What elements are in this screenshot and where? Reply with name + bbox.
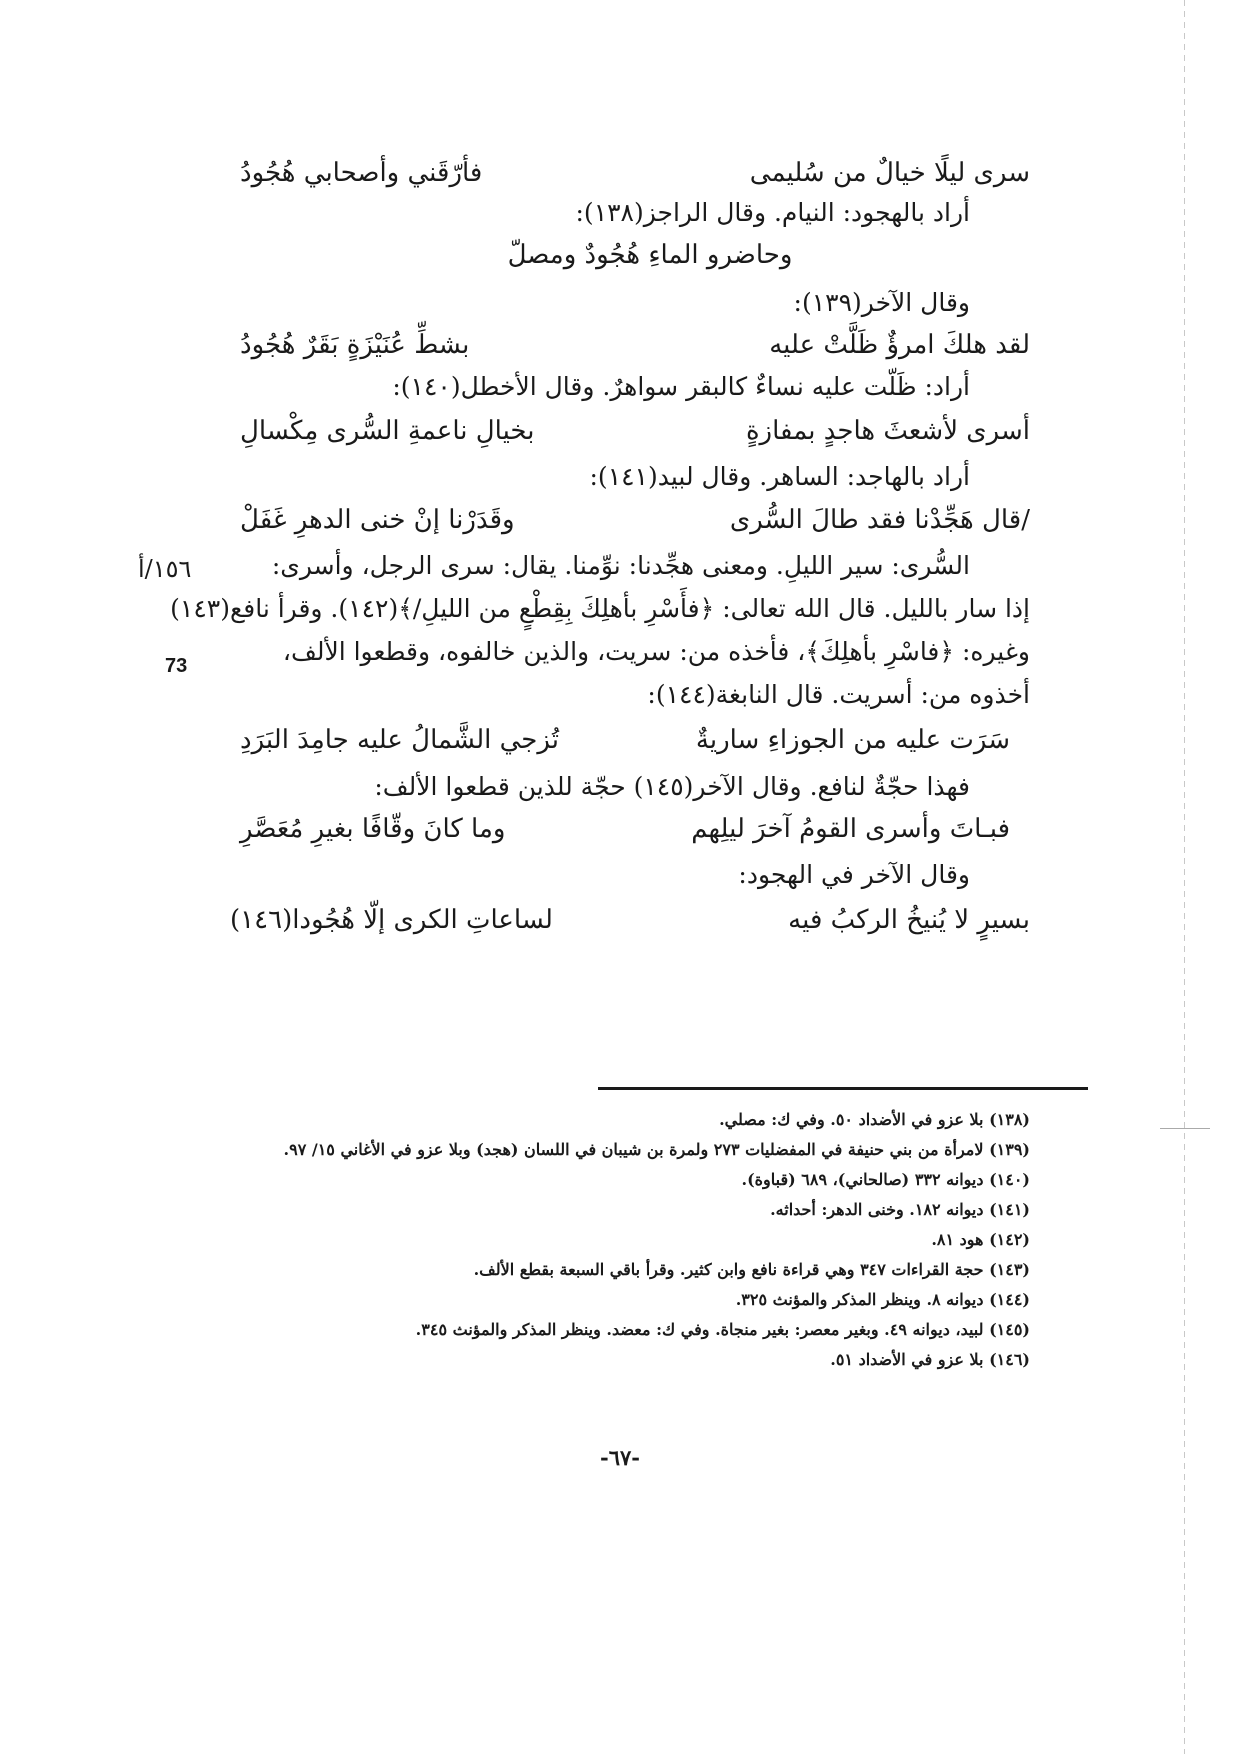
verse-line	[230, 814, 1030, 854]
verse-second-hemistich: لساعاتِ الكرى إلّا هُجُودا(١٤٦)	[230, 905, 553, 935]
verse-line	[230, 158, 1030, 198]
verse-second-hemistich: وما كانَ وقّافًا بغيرِ مُعَصَّرِ	[240, 814, 506, 844]
verse-first-hemistich: فبـاتَ وأسرى القومُ آخرَ ليلِهم	[691, 814, 1010, 844]
prose-line: إذا سار بالليل. قال الله تعالى: ﴿فأَسْرِ بأهلِكَ بِقِطْعٍ من الليلِ/﴾(١٤٢). وقرأ نافع(١٤٣)	[170, 594, 1030, 623]
verse-line	[230, 725, 1030, 765]
footnote: (١٤٤) ديوانه ٨. وينظر المذكر والمؤنث ٣٢٥.	[735, 1290, 1030, 1309]
prose-line: وقال الآخر في الهجود:	[738, 860, 970, 889]
scan-edge-line	[1184, 0, 1185, 1754]
verse-second-hemistich: وقَدَرْنا إنْ خنى الدهرِ غَفَلْ	[240, 505, 515, 535]
footnote: (١٤٢) هود ٨١.	[931, 1230, 1030, 1249]
folio-marker: ١٥٦/أ	[138, 555, 192, 583]
footnote: (١٣٨) بلا عزو في الأضداد ٥٠. وفي ك: مصلي.	[719, 1110, 1030, 1129]
prose-line: فهذا حجّةٌ لنافع. وقال الآخر(١٤٥) حجّة للذين قطعوا الألف:	[374, 772, 970, 801]
prose-line: أراد بالهجود: النيام. وقال الراجز(١٣٨):	[575, 198, 970, 227]
verse-first-hemistich: بسيرٍ لا يُنيخُ الركبُ فيه	[788, 905, 1030, 935]
prose-line: وغيره: ﴿فاسْرِ بأهلِكَ﴾، فأخذه من: سريت، والذين خالفوه، وقطعوا الألف،	[282, 637, 1030, 666]
footnote: (١٤٥) لبيد، ديوانه ٤٩. وبغير معصر: بغير منجاة. وفي ك: معضد. وينظر المذكر والمؤنث ٣٤٥.	[415, 1320, 1030, 1339]
verse-line	[230, 505, 1030, 545]
footnote: (١٤٠) ديوانه ٣٣٢ (صالحاني)، ٦٨٩ (قباوة).	[741, 1170, 1030, 1189]
verse-line	[230, 905, 1030, 945]
prose-line: أراد بالهاجد: الساهر. وقال لبيد(١٤١):	[589, 462, 970, 491]
verse-first-hemistich: /قال هَجِّدْنا فقد طالَ السُّرى	[729, 505, 1030, 535]
verse-first-hemistich: سَرَت عليه من الجوزاءِ ساريةٌ	[695, 725, 1010, 755]
footnote-separator	[598, 1087, 1088, 1090]
prose-line: وقال الآخر(١٣٩):	[793, 288, 970, 317]
verse-second-hemistich: فأرّقَني وأصحابي هُجُودُ	[240, 158, 483, 188]
verse-second-hemistich: بخيالِ ناعمةِ السُّرى مِكْسالِ	[240, 416, 535, 446]
verse-line	[230, 330, 1030, 370]
verse-first-hemistich: لقد هلكَ امرؤٌ ظَلَّتْ عليه	[769, 330, 1030, 360]
footnote: (١٤٣) حجة القراءات ٣٤٧ وهي قراءة نافع وابن كثير. وقرأ باقي السبعة بقطع الألف.	[473, 1260, 1030, 1279]
scan-edge-tick	[1160, 1128, 1210, 1129]
prose-line: السُّرى: سير الليلِ. ومعنى هجِّدنا: نوِّمنا. يقال: سرى الرجل، وأسرى:	[271, 551, 970, 580]
verse-line	[230, 416, 1030, 456]
footnote: (١٤٦) بلا عزو في الأضداد ٥١.	[830, 1350, 1030, 1369]
verse-first-hemistich: أسرى لأشعثَ هاجدٍ بمفازةٍ	[745, 416, 1030, 446]
prose-line: أخذوه من: أسريت. قال النابغة(١٤٤):	[647, 680, 1030, 709]
footnote: (١٣٩) لامرأة من بني حنيفة في المفضليات ٢٧٣ ولمرة بن شيبان في اللسان (هجد) وبلا عزو في الأغاني ١٥/ ٩٧.	[283, 1140, 1030, 1159]
verse-line: وحاضرو الماءِ هُجُودٌ ومصلّ	[507, 240, 793, 270]
margin-page-number: 73	[165, 655, 188, 677]
prose-line: أراد: ظَلّت عليه نساءٌ كالبقر سواهرٌ. وقال الأخطل(١٤٠):	[392, 372, 970, 401]
verse-second-hemistich: تُزجي الشَّمالُ عليه جامِدَ البَرَدِ	[240, 725, 559, 755]
verse-first-hemistich: سرى ليلًا خيالٌ من سُليمى	[749, 158, 1030, 188]
footnote: (١٤١) ديوانه ١٨٢. وخنى الدهر: أحداثه.	[770, 1200, 1030, 1219]
verse-second-hemistich: بشطِّ عُنَيْزَةٍ بَقَرٌ هُجُودُ	[240, 330, 470, 360]
page-number: -٦٧-	[600, 1445, 640, 1470]
